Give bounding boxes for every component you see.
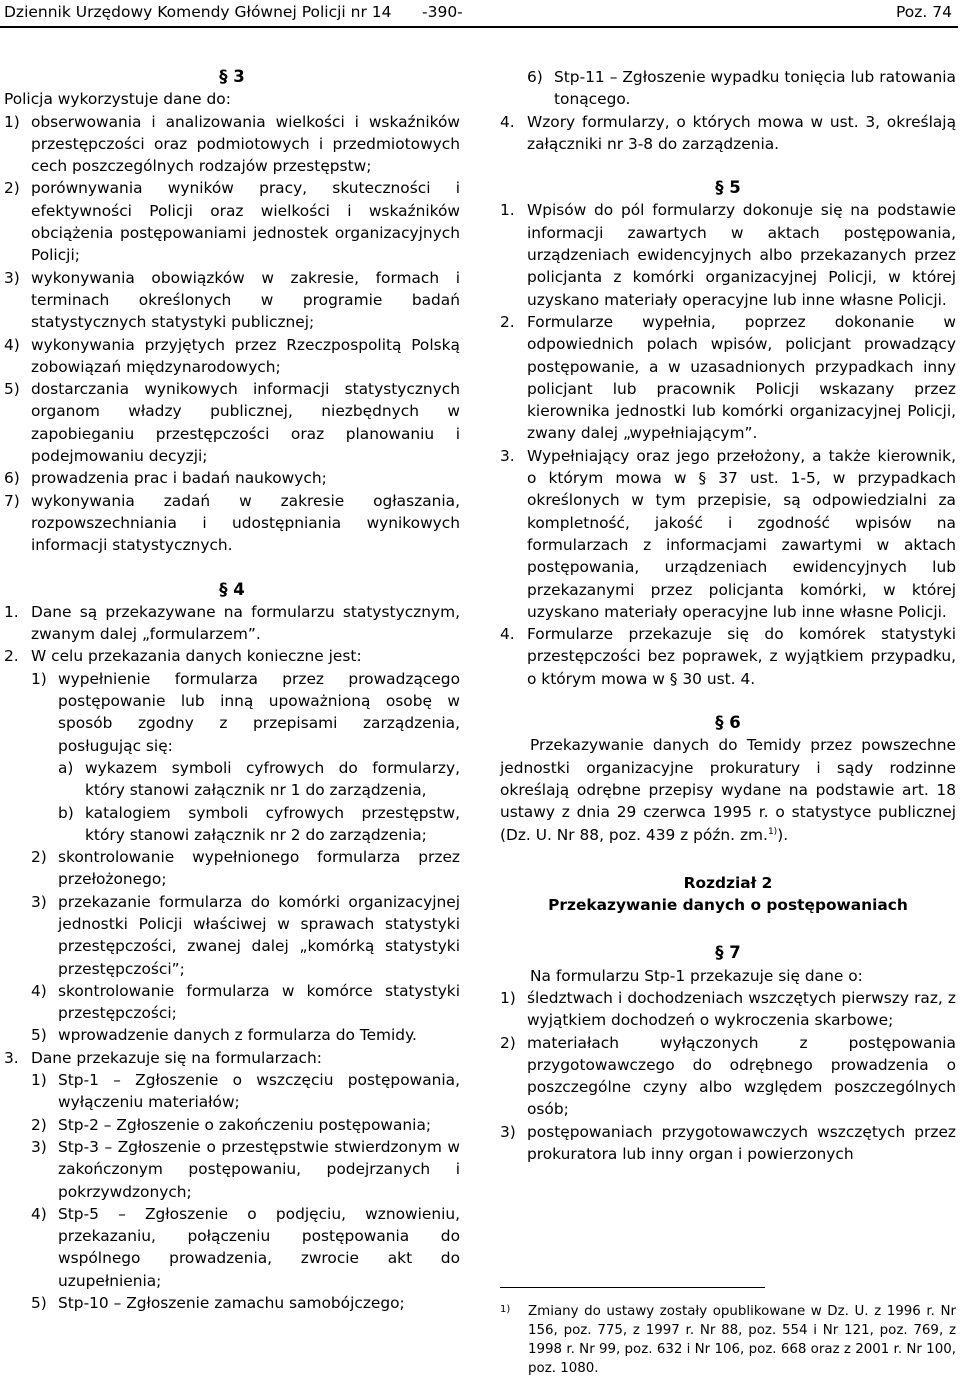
item-number: 2)	[500, 1033, 516, 1052]
header-rule	[0, 26, 958, 28]
form-item-number: 4)	[31, 1204, 47, 1223]
page-number: -390-	[422, 3, 463, 21]
paragraph-number: 4.	[500, 625, 515, 644]
paragraph-text: Dane są przekazywane na formularzu statystycznym, zwanym dalej „formularzem”.	[31, 602, 460, 644]
item-text: postępowaniach przygotowawczych wszczętych przez prokuratora lub inny organ i powierzonych	[527, 1122, 956, 1164]
paragraph-number: 2.	[500, 312, 515, 331]
footnote-mark: 1)	[500, 1304, 511, 1315]
item-number: 6)	[4, 469, 20, 488]
paragraph-number: 3.	[4, 1048, 19, 1067]
form-item	[527, 66, 956, 111]
section-3-item	[4, 490, 460, 557]
form-item-text: Stp-1 – Zgłoszenie o wszczęciu postępowania, wyłączeniu materiałów;	[58, 1071, 460, 1112]
paragraph-number: 1.	[500, 201, 515, 220]
subitem	[31, 846, 460, 891]
letter-item-label: a)	[58, 758, 74, 777]
paragraph-text: Formularze przekazuje się do komórek statystyki przestępczości bez poprawek, z wyjątkiem przypadku, o którym mowa w § 30 ust. 4.	[527, 625, 956, 688]
subitem-text: skontrolowanie formularza w komórce statystyki przestępczości;	[58, 981, 460, 1023]
section-7-heading: § 7	[715, 943, 741, 963]
subitem	[31, 891, 460, 980]
section-4-paragraph	[500, 111, 956, 156]
form-item	[31, 1203, 460, 1292]
right-column	[500, 66, 956, 1165]
section-3-item	[4, 111, 460, 178]
section-5-paragraph	[500, 311, 956, 445]
subitem-number: 3)	[31, 892, 47, 911]
form-item-text: Stp-2 – Zgłoszenie o zakończeniu postępowania;	[58, 1115, 432, 1134]
letter-item-text: wykazem symboli cyfrowych do formularzy, który stanowi załącznik nr 1 do zarządzenia,	[85, 758, 460, 800]
letter-item	[58, 802, 460, 847]
paragraph-text: Wypełniający oraz jego przełożony, a także kierownik, o którym mowa w § 37 ust. 1-5, w przypadkach określonych w tym przepisie, są odpowiedzialni za kompletność, jakość i zgodność wpisów na formularzach z informacjami zawartymi w aktach postępowania, urządzeniach ewidencyjnych lub przekazanymi przez policjanta komórki, w której uzyskano materiały operacyjne lub inne własne Policji.	[527, 446, 956, 621]
subitem	[31, 980, 460, 1025]
item-number: 1)	[500, 988, 516, 1007]
section-3-item	[4, 467, 460, 489]
spacer	[500, 846, 956, 872]
form-item-text: Stp-3 – Zgłoszenie o przestępstwie stwierdzonym w zakończonym postępowaniu, podejrzanych i pokrzywdzonych;	[58, 1137, 460, 1201]
item-number: 4)	[4, 335, 20, 354]
paragraph-number: 3.	[500, 446, 515, 465]
subitem-number: 4)	[31, 981, 47, 1000]
section-4-paragraph	[4, 1047, 460, 1069]
spacer	[500, 916, 956, 942]
chapter-number: Rozdział 2	[683, 873, 773, 892]
paragraph-text: Formularze wypełnia, poprzez dokonanie w odpowiednich polach wpisów, policjant prowadzący postępowanie, a w uzasadnionych przypadkach inny policjant lub pracownik Policji wskazany przez kierownika jednostki lub komórki organizacyjnej Policji, zwany dalej „wypełniającym”.	[527, 312, 956, 443]
item-number: 2)	[4, 179, 20, 198]
spacer	[500, 155, 956, 177]
item-number: 3)	[4, 268, 20, 287]
section-3-item	[4, 267, 460, 334]
form-item-text: Stp-5 – Zgłoszenie o podjęciu, wznowieniu, przekazaniu, połączeniu postępowania do wspólnego prowadzenia, zwrocie akt do uzupełnienia;	[58, 1204, 460, 1290]
spacer	[4, 557, 460, 579]
form-item	[31, 1136, 460, 1203]
section-7-item	[500, 1121, 956, 1166]
section-3-item	[4, 378, 460, 467]
section-4-heading: § 4	[219, 579, 245, 599]
section-3-item	[4, 177, 460, 266]
letter-item-label: b)	[58, 803, 74, 822]
position-number: Poz. 74	[896, 3, 952, 21]
letter-item	[58, 757, 460, 802]
paragraph-number: 4.	[500, 112, 515, 131]
footnote	[500, 1302, 956, 1378]
section-6-body: Przekazywanie danych do Temidy przez powszechne jednostki organizacyjne prokuratury i sądy rodzinne określają odrębne przepisy wydane na podstawie art. 18 ustawy z dnia 29 czerwca 1995 r. o statystyce publicznej (Dz. U. Nr 88, poz. 439 z późn. zm.	[500, 736, 956, 844]
section-3-heading: § 3	[219, 67, 245, 86]
section-5-heading: § 5	[715, 178, 741, 198]
section-6-heading: § 6	[715, 713, 741, 733]
footnote-text: Zmiany do ustawy zostały opublikowane w Dz. U. z 1996 r. Nr 156, poz. 775, z 1997 r. Nr 88, poz. 554 i Nr 121, poz. 769, z 1998 r. Nr 99, poz. 632 i Nr 106, poz. 668 oraz z 2001 r. Nr 100, poz. 1080.	[528, 1304, 956, 1376]
item-text: śledztwach i dochodzeniach wszczętych pierwszy raz, z wyjątkiem dochodzeń o wykroczenia skarbowe;	[527, 988, 956, 1030]
footnote-reference: 1)	[767, 826, 778, 837]
page-header	[4, 1, 954, 25]
subitem	[31, 1024, 460, 1046]
section-4-paragraph	[4, 601, 460, 646]
item-number: 5)	[4, 380, 20, 399]
spacer	[500, 690, 956, 712]
form-item	[31, 1069, 460, 1114]
item-number: 7)	[4, 491, 20, 510]
paragraph-text: Wzory formularzy, o których mowa w ust. 3, określają załączniki nr 3-8 do zarządzenia.	[527, 112, 956, 153]
section-6-tail: ).	[777, 825, 789, 844]
item-text: obserwowania i analizowania wielkości i wskaźników przestępczości oraz podmiotowych i przedmiotowych cech poszczególnych rodzajów przestępstw;	[31, 112, 460, 176]
subitem-number: 2)	[31, 848, 47, 867]
form-item-text: Stp-11 – Zgłoszenie wypadku tonięcia lub ratowania tonącego.	[554, 68, 956, 109]
subitem-text: przekazanie formularza do komórki organizacyjnej jednostki Policji właściwej w sprawach statystyki przestępczości, zwanej dalej „komórką statystyki przestępczości”;	[58, 892, 460, 978]
section-7-intro: Na formularzu Stp-1 przekazuje się dane o:	[530, 966, 863, 985]
form-item-number: 6)	[527, 68, 543, 86]
section-5-paragraph	[500, 445, 956, 623]
letter-item-text: katalogiem symboli cyfrowych przestępstw, który stanowi załącznik nr 2 do zarządzenia;	[85, 803, 460, 844]
section-7-item	[500, 987, 956, 1032]
item-text: porównywania wyników pracy, skuteczności i efektywności Policji oraz wielkości i wskaźników obciążenia postępowaniami jednostek organizacyjnych Policji;	[31, 179, 460, 265]
paragraph-number: 2.	[4, 647, 19, 666]
item-text: wykonywania przyjętych przez Rzeczpospolitą Polską zobowiązań międzynarodowych;	[31, 335, 460, 376]
section-3-item	[4, 334, 460, 379]
subitem-number: 5)	[31, 1026, 47, 1045]
item-text: wykonywania obowiązków w zakresie, formach i terminach określonych w programie badań statystycznych statystyki publicznej;	[31, 268, 460, 332]
form-item-number: 5)	[31, 1294, 47, 1313]
paragraph-text: Wpisów do pól formularzy dokonuje się na podstawie informacji zawartych w aktach postępowania, urządzeniach ewidencyjnych albo przekazanych przez policjanta z komórki organizacyjnej Policji, w której uzyskano materiały operacyjne lub inne własne Policji.	[527, 201, 956, 309]
chapter-title: Przekazywanie danych o postępowaniach	[548, 896, 908, 915]
left-column	[4, 66, 460, 1314]
paragraph-text: W celu przekazania danych konieczne jest:	[31, 647, 362, 666]
form-item-number: 2)	[31, 1115, 47, 1134]
paragraph-text: Dane przekazuje się na formularzach:	[31, 1048, 322, 1067]
item-number: 3)	[500, 1122, 516, 1141]
item-text: materiałach wyłączonych z postępowania przygotowawczego do odrębnego prowadzenia o poszczególne czyny albo względem poszczególnych osób;	[527, 1033, 956, 1119]
journal-title: Dziennik Urzędowy Komendy Głównej Policji nr 14	[4, 3, 392, 21]
section-6-text	[500, 734, 956, 845]
form-item-number: 1)	[31, 1071, 47, 1090]
paragraph-number: 1.	[4, 602, 19, 621]
form-item-text: Stp-10 – Zgłoszenie zamachu samobójczego;	[58, 1294, 405, 1313]
item-number: 1)	[4, 112, 20, 131]
form-item-number: 3)	[31, 1137, 47, 1156]
form-item	[31, 1114, 460, 1136]
section-5-paragraph	[500, 199, 956, 310]
subitem-text: wprowadzenie danych z formularza do Temidy.	[58, 1026, 417, 1045]
subitem	[31, 668, 460, 757]
item-text: prowadzenia prac i badań naukowych;	[31, 469, 327, 488]
form-item	[31, 1292, 460, 1314]
subitem-text: skontrolowanie wypełnionego formularza przez przełożonego;	[58, 848, 460, 889]
section-5-paragraph	[500, 623, 956, 690]
subitem-text: wypełnienie formularza przez prowadzącego postępowanie lub inną upoważnioną osobę w sposób zgodny z przepisami zarządzenia, posługując się:	[58, 669, 460, 755]
item-text: dostarczania wynikowych informacji statystycznych organom władzy publicznej, niezbędnych w zapobieganiu przestępczości oraz planowaniu i podejmowaniu decyzji;	[31, 380, 460, 466]
section-7-item	[500, 1032, 956, 1121]
subitem-number: 1)	[31, 669, 47, 688]
footnote-separator	[500, 1287, 765, 1288]
section-3-intro: Policja wykorzystuje dane do:	[4, 90, 231, 109]
item-text: wykonywania zadań w zakresie ogłaszania, rozpowszechniania i udostępniania wynikowych informacji statystycznych.	[31, 491, 460, 555]
section-4-paragraph	[4, 645, 460, 667]
